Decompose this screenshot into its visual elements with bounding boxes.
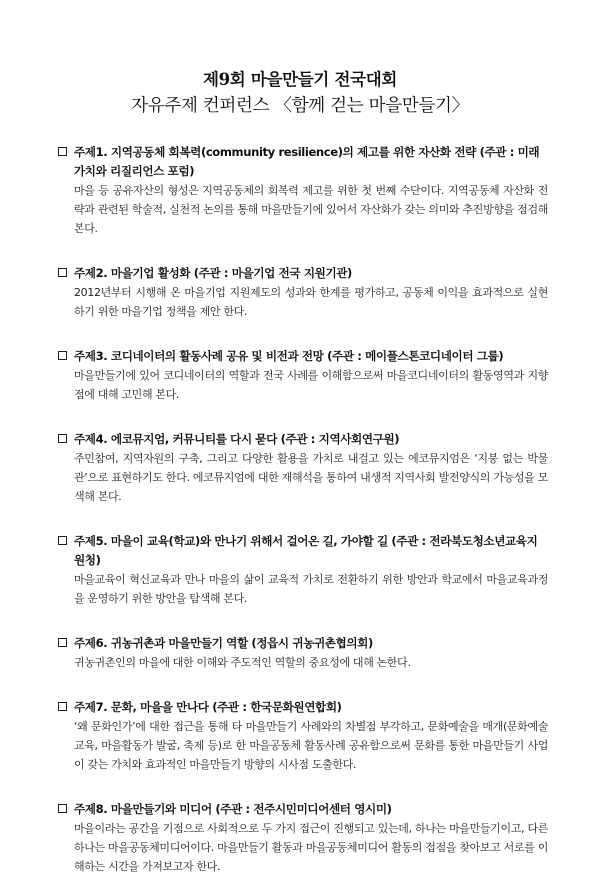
checkbox-bullet-icon <box>58 147 67 156</box>
topic-description: ‘왜 문화인가’에 대한 접근을 통해 타 마을만들기 사례와의 차별점 부각하고, 문화예술을 매개(문화예술교육, 마을활동가 발굴, 축제 등)로 한 마을공동체 활동사례 공유함으로써 문화를 통한 마을만들기 사업이 갖는 가치와 효과적인 마을만들기 방향의 시사점 도출한다. <box>74 720 548 771</box>
topic-description: 귀농귀촌인의 마을에 대한 이해와 주도적인 역할의 중요성에 대해 논한다. <box>74 656 411 669</box>
topic-description: 마을 등 공유자산의 형성은 지역공동체의 회복력 제고를 위한 첫 번째 수단이다. 지역공동체 자산화 전략과 관련된 학술적, 실천적 논의를 통해 마을만들기에 있어서 자산화가 갖는 의미와 추진방향을 점검해 본다. <box>74 184 548 235</box>
topic-heading: 주제8. 마을만들기와 미디어 (주관 : 전주시민미디어센터 영시미) <box>74 802 392 816</box>
checkbox-bullet-icon <box>58 638 67 647</box>
topic-item <box>58 532 548 608</box>
topic-item <box>58 347 548 404</box>
topic-heading: 주제7. 문화, 마을을 만나다 (주관 : 한국문화원연합회) <box>74 700 342 714</box>
checkbox-bullet-icon <box>58 702 67 711</box>
topic-description: 마을교육이 혁신교육과 만나 마을의 삶이 교육적 가치로 전환하기 위한 방안과 학교에서 마을교육과정을 운영하기 위한 방안을 탐색해 본다. <box>74 573 548 605</box>
checkbox-bullet-icon <box>58 434 67 443</box>
topic-description: 2012년부터 시행해 온 마을기업 지원제도의 성과와 한계를 평가하고, 공동체 이익을 효과적으로 실현하기 위한 마을기업 정책을 제안 한다. <box>74 286 548 318</box>
topic-item <box>58 264 548 321</box>
topic-heading: 주제3. 코디네이터의 활동사례 공유 및 비전과 전망 (주관 : 메이플스톤코디네이터 그룹) <box>74 349 504 363</box>
checkbox-bullet-icon <box>58 268 67 277</box>
topic-item <box>58 800 548 876</box>
topic-list <box>58 143 548 876</box>
topic-heading: 주제4. 에코뮤지엄, 커뮤니티를 다시 묻다 (주관 : 지역사회연구원) <box>74 432 400 446</box>
document-title: 제9회 마을만들기 전국대회 <box>202 70 398 89</box>
topic-description: 주민참여, 지역자원의 구축, 그리고 다양한 활용을 가치로 내걸고 있는 에코뮤지엄은 ‘지붕 없는 박물관’으로 표현하기도 한다. 에코뮤지엄에 대한 재해석을 통하여 내생적 지역사회 발전양식의 가능성을 모색해 본다. <box>74 452 548 503</box>
topic-description: 마을만들기에 있어 코디네이터의 역할과 전국 사례를 이해함으로써 마을코디네이터의 활동영역과 지향점에 대해 고민해 본다. <box>74 369 548 401</box>
topic-heading: 주제1. 지역공동체 회복력(community resilience)의 제고를 위한 자산화 전략 (주관 : 미래가치와 리질리언스 포럼) <box>74 145 540 178</box>
topic-heading: 주제6. 귀농귀촌과 마을만들기 역할 (정읍시 귀농귀촌협의회) <box>74 636 373 650</box>
topic-item <box>58 430 548 506</box>
checkbox-bullet-icon <box>58 804 67 813</box>
topic-item <box>58 634 548 672</box>
topic-description: 마을이라는 공간을 기점으로 사회적으로 두 가지 접근이 진행되고 있는데, 하나는 마을만들기이고, 다른 하나는 마을공동체미디어이다. 마을만들기 활동과 마을공동체미디어 활동의 접점을 찾아보고 서로를 이해하는 시간을 가져보고자 한다. <box>74 822 548 873</box>
topic-item <box>58 143 548 238</box>
topic-item <box>58 698 548 774</box>
document-subtitle: 자유주제 컨퍼런스 〈함께 걷는 마을만들기〉 <box>131 96 469 116</box>
topic-heading: 주제2. 마을기업 활성화 (주관 : 마을기업 전국 지원기관) <box>74 266 352 280</box>
checkbox-bullet-icon <box>58 536 67 545</box>
topic-heading: 주제5. 마을이 교육(학교)와 만나기 위해서 걸어온 길, 가야할 길 (주관 : 전라북도청소년교육지원청) <box>74 534 538 567</box>
checkbox-bullet-icon <box>58 351 67 360</box>
